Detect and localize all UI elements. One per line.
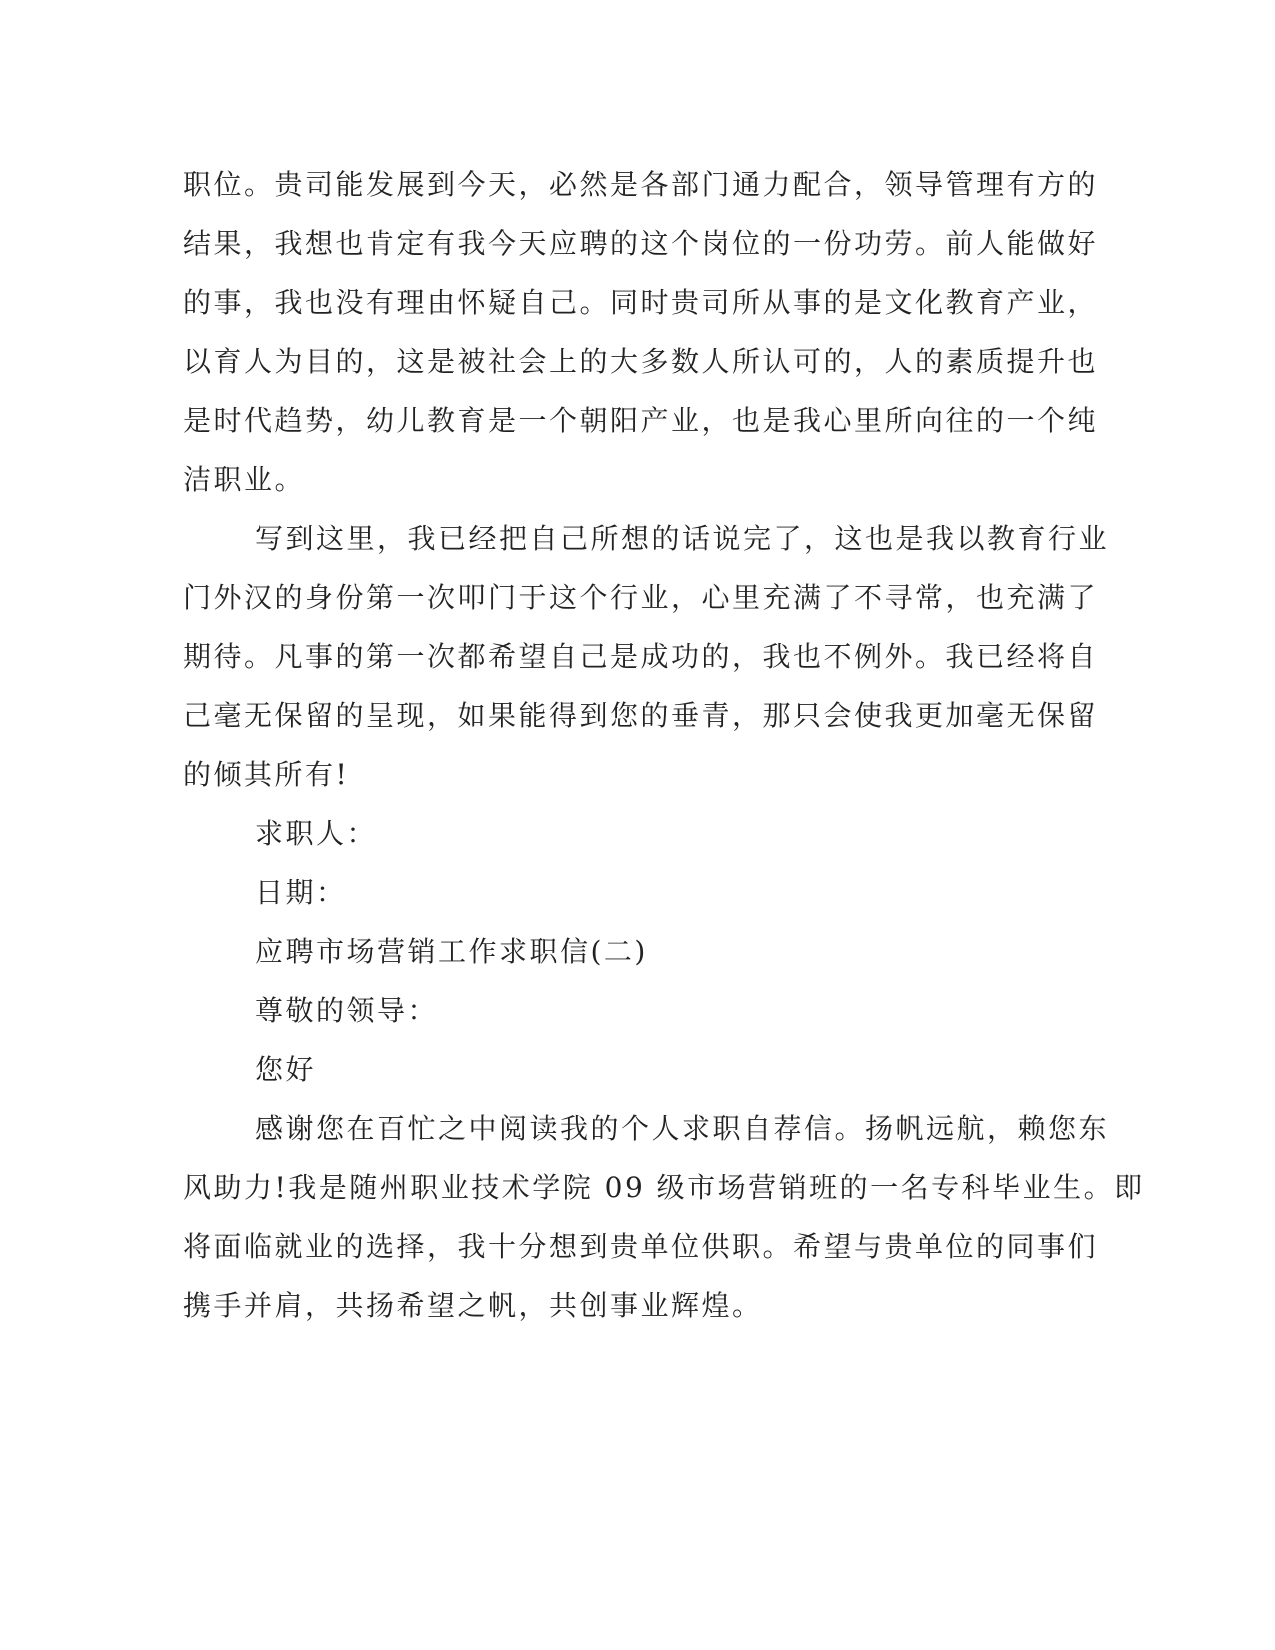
text-line: 风助力!我是随州职业技术学院 09 级市场营销班的一名专科毕业生。即 <box>183 1171 1145 1204</box>
greeting <box>183 1040 1053 1099</box>
applicant-line <box>183 804 1053 863</box>
section-title <box>183 922 1053 981</box>
text-line: 您好 <box>255 1053 317 1086</box>
text-line: 己毫无保留的呈现，如果能得到您的垂青，那只会使我更加毫无保留 <box>183 699 1099 732</box>
text-line: 求职人： <box>255 817 378 850</box>
text-line: 携手并肩，共扬希望之帆，共创事业辉煌。 <box>183 1289 763 1322</box>
text-line: 日期： <box>255 876 347 909</box>
text-line: 洁职业。 <box>183 463 306 496</box>
text-line: 写到这里，我已经把自己所想的话说完了，这也是我以教育行业 <box>255 522 1110 555</box>
paragraph <box>183 509 1110 804</box>
date-line <box>183 863 1053 922</box>
salutation <box>183 981 1053 1040</box>
text-line: 的倾其所有! <box>183 758 350 791</box>
text-line: 期待。凡事的第一次都希望自己是成功的，我也不例外。我已经将自 <box>183 640 1099 673</box>
paragraph <box>183 1099 1145 1335</box>
text-line: 的事，我也没有理由怀疑自己。同时贵司所从事的是文化教育产业， <box>183 286 1099 319</box>
letter-body <box>183 155 1145 1335</box>
text-line: 以育人为目的，这是被社会上的大多数人所认可的，人的素质提升也 <box>183 345 1099 378</box>
text-line: 感谢您在百忙之中阅读我的个人求职自荐信。扬帆远航，赖您东 <box>255 1112 1110 1145</box>
text-line: 职位。贵司能发展到今天，必然是各部门通力配合，领导管理有方的 <box>183 168 1099 201</box>
paragraph <box>183 155 1099 509</box>
text-line: 将面临就业的选择，我十分想到贵单位供职。希望与贵单位的同事们 <box>183 1230 1099 1263</box>
text-line: 门外汉的身份第一次叩门于这个行业，心里充满了不寻常，也充满了 <box>183 581 1099 614</box>
text-line: 尊敬的领导： <box>255 994 439 1027</box>
text-line: 是时代趋势，幼儿教育是一个朝阳产业，也是我心里所向往的一个纯 <box>183 404 1099 437</box>
text-line: 结果，我想也肯定有我今天应聘的这个岗位的一份功劳。前人能做好 <box>183 227 1099 260</box>
text-line: 应聘市场营销工作求职信(二) <box>255 935 648 968</box>
